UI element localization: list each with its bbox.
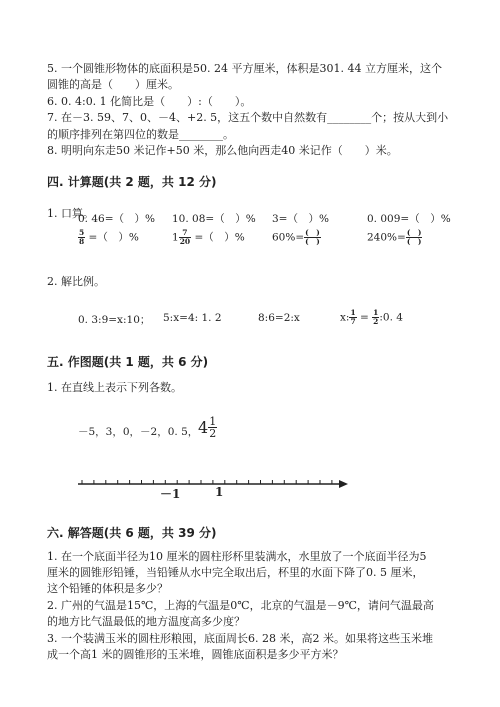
number-line-instruction: 1. 在直线上表示下列各数。 xyxy=(47,381,182,394)
tick-label-minus-1: －1 xyxy=(160,487,181,501)
question-8: 8. 明明向东走50 米记作+50 米，那么他向西走40 米记作（ ）米。 xyxy=(47,144,398,157)
problem-3-line-2: 成一个高1 米的圆锥形的玉米堆，圆锥底面积是多少平方米？ xyxy=(47,648,344,661)
proportion-2: 5:x=4: 1. 2 xyxy=(163,312,222,324)
calc-item-8: 240%= $\frac{( )}{( )}$ xyxy=(367,228,422,246)
question-7-line-1: 7. 在－3. 59、7、0、－4、+2. 5，这五个数中自然数有________个；按从大到小 xyxy=(47,111,449,124)
calc-item-1: 0. 46=（ ）% xyxy=(78,213,155,225)
problem-3-line-1: 3. 一个装满玉米的圆柱形粮囤，底面周长6. 28 米，高2 米。如果将这些玉米堆 xyxy=(47,632,433,645)
fraction: $\frac{1}{7}$ xyxy=(350,308,356,326)
number-list: －5，3，0，－2，0. 5， xyxy=(78,426,199,438)
section-4-title: 四. 计算题(共 2 题，共 12 分) xyxy=(47,175,217,189)
fraction: $\frac{( )}{( )}$ xyxy=(406,228,422,246)
calc-item-4: 0. 009=（ ）% xyxy=(367,213,451,225)
question-6: 6. 0. 4:0. 1 化简比是（ ）:（ ）。 xyxy=(47,95,252,108)
problem-2-line-1: 2. 广州的气温是15℃，上海的气温是0℃，北京的气温是－9℃，请问气温最高 xyxy=(47,599,434,612)
proportion-3: 8:6=2:x xyxy=(258,312,300,324)
proportion-label: 2. 解比例。 xyxy=(47,275,105,288)
calc-item-3: 3=（ ）% xyxy=(272,213,329,225)
calc-item-7: 60%= $\frac{( )}{( )}$ xyxy=(272,228,320,246)
section-5-title: 五. 作图题(共 1 题，共 6 分) xyxy=(47,355,209,369)
fraction: $\frac{1}{2}$ xyxy=(373,308,379,326)
problem-2-line-2: 的地方比气温最低的地方温度高多少度？ xyxy=(47,615,245,628)
problem-1-line-2: 厘米的圆锥形铅锤，当铅锤从水中完全取出后，杯里的水面下降了0. 5 厘米， xyxy=(47,566,424,579)
calc-item-2: 10. 08=（ ）% xyxy=(172,213,256,225)
proportion-1: 0. 3:9=x:10； xyxy=(78,314,151,326)
mixed-number: 4 $\frac{1}{2}$ xyxy=(198,415,217,440)
fraction: $\frac{7}{20}$ xyxy=(179,228,191,246)
question-5-line-2: 圆锥的高是（ ）厘米。 xyxy=(47,78,179,91)
fraction: $\frac{( )}{( )}$ xyxy=(305,228,320,246)
section-6-title: 六. 解答题(共 6 题，共 39 分) xyxy=(47,526,217,540)
calc-item-6: 1 $\frac{7}{20}$ =（ ）% xyxy=(172,228,245,246)
axis-arrow-icon xyxy=(339,480,348,488)
calc-item-5: $\frac{5}{8}$ =（ ）% xyxy=(79,228,139,246)
fraction: $\frac{1}{2}$ xyxy=(209,415,217,440)
proportion-4: x: $\frac{1}{7}$ = $\frac{1}{2}$ :0. 4 xyxy=(340,308,403,326)
problem-1-line-1: 1. 在一个底面半径为10 厘米的圆柱形杯里装满水，水里放了一个底面半径为5 xyxy=(47,550,427,563)
oral-calc-label: 1. 口算。 xyxy=(47,207,94,220)
problem-1-line-3: 这个铅锤的体积是多少？ xyxy=(47,582,168,595)
question-7-line-2: 的顺序排列在第四位的数是________。 xyxy=(47,128,234,141)
fraction: $\frac{5}{8}$ xyxy=(79,228,85,246)
tick-label-1: 1 xyxy=(215,485,224,499)
question-5-line-1: 5. 一个圆锥形物体的底面积是50. 24 平方厘米，体积是301. 44 立方厘米，这个 xyxy=(47,62,442,75)
